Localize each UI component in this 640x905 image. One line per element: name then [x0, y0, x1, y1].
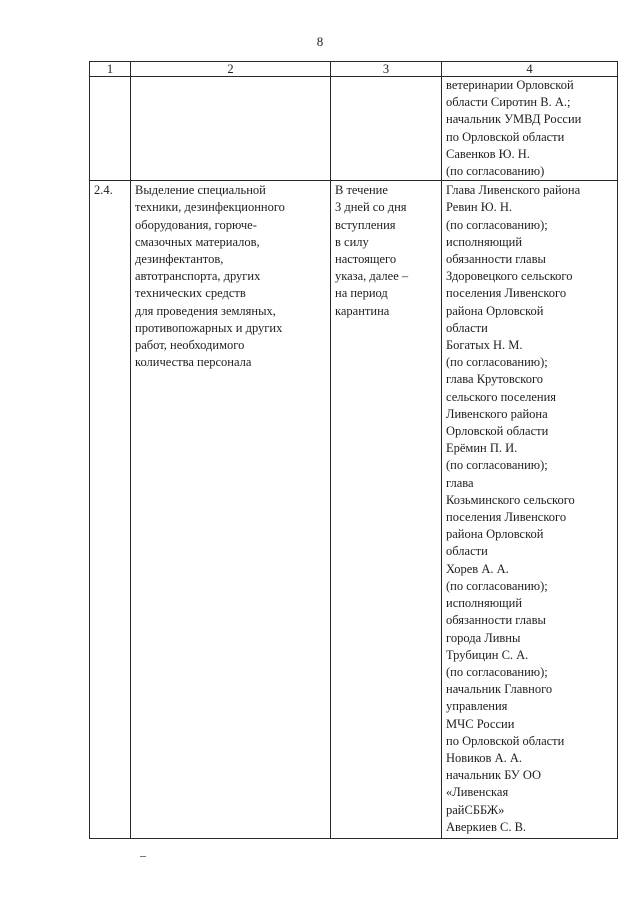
text-line: глава Крутовского: [446, 372, 544, 387]
text-line: оборудования, горюче-: [135, 217, 257, 232]
text-line: указа, далее –: [335, 269, 409, 284]
text-line: района Орловской: [446, 303, 544, 318]
text-line: Ревин Ю. Н.: [446, 200, 512, 215]
text-line: Орловской области: [446, 424, 549, 439]
continued-cell-measure: [131, 77, 331, 181]
text-line: вступления: [335, 217, 396, 232]
text-line: противопожарных и других: [135, 320, 283, 335]
text-line: дезинфектантов,: [135, 252, 224, 267]
text-line: ветеринарии Орловской: [446, 78, 574, 92]
responsible-cell: [442, 181, 618, 839]
table-row-continued: [90, 77, 618, 181]
text-line: (по согласованию);: [446, 664, 548, 679]
text-line: настоящего: [335, 252, 397, 267]
text-line: сельского поселения: [446, 389, 557, 404]
text-line: поселения Ливенского: [446, 286, 567, 301]
row-number: 2.4.: [90, 181, 131, 839]
continued-cell-responsible: [442, 77, 618, 181]
text-line: райСББЖ»: [446, 802, 505, 817]
text-line: управления: [446, 699, 508, 714]
header-col-1: 1: [90, 62, 131, 77]
text-line: города Ливны: [446, 630, 521, 645]
text-line: глава: [446, 475, 474, 490]
text-line: области: [446, 544, 488, 559]
text-line: в силу: [335, 234, 369, 249]
text-line: Ливенского района: [446, 406, 548, 421]
text-line: технических средств: [135, 286, 246, 301]
text-line: начальник УМВД России: [446, 112, 582, 127]
continued-cell-deadline: [331, 77, 442, 181]
text-line: поселения Ливенского: [446, 510, 567, 525]
text-line: по Орловской области: [446, 129, 565, 144]
text-line: Хорев А. А.: [446, 561, 509, 576]
text-line: Трубицин С. А.: [446, 647, 529, 662]
text-line: Новиков А. А.: [446, 750, 523, 765]
text-line: Аверкиев С. В.: [446, 819, 527, 834]
text-line: количества персонала: [135, 355, 252, 370]
text-line: Здоровецкого сельского: [446, 269, 573, 284]
continued-cell-number: [90, 77, 131, 181]
text-line: на период: [335, 286, 388, 301]
table-row-2-4: [90, 181, 618, 839]
header-col-4: 4: [442, 62, 618, 77]
text-line: МЧС России: [446, 716, 515, 731]
text-line: смазочных материалов,: [135, 234, 260, 249]
text-line: (по согласованию): [446, 164, 545, 179]
text-line: начальник БУ ОО: [446, 768, 541, 783]
text-line: техники, дезинфекционного: [135, 200, 285, 215]
scan-mark: [140, 856, 146, 857]
text-line: (по согласованию);: [446, 217, 548, 232]
text-line: района Орловской: [446, 527, 544, 542]
text-line: автотранспорта, других: [135, 269, 261, 284]
text-line: Выделение специальной: [135, 183, 266, 198]
header-col-3: 3: [331, 62, 442, 77]
table-header-row: [90, 62, 618, 77]
measure-cell: [131, 181, 331, 839]
text-line: области Сиротин В. А.;: [446, 95, 571, 110]
text-line: обязанности главы: [446, 613, 546, 628]
text-line: В течение: [335, 183, 388, 198]
text-line: работ, необходимого: [135, 338, 245, 353]
text-line: 3 дней со дня: [335, 200, 407, 215]
text-line: по Орловской области: [446, 733, 565, 748]
text-line: области: [446, 320, 488, 335]
text-line: начальник Главного: [446, 682, 553, 697]
text-line: (по согласованию);: [446, 355, 548, 370]
text-line: (по согласованию);: [446, 578, 548, 593]
deadline-cell: [331, 181, 442, 839]
text-line: Богатых Н. М.: [446, 338, 523, 353]
text-line: обязанности главы: [446, 252, 546, 267]
text-line: Глава Ливенского района: [446, 183, 581, 198]
text-line: Савенков Ю. Н.: [446, 146, 530, 161]
header-col-2: 2: [131, 62, 331, 77]
text-line: Козьминского сельского: [446, 492, 575, 507]
text-line: для проведения земляных,: [135, 303, 276, 318]
text-line: Ерёмин П. И.: [446, 441, 518, 456]
text-line: исполняющий: [446, 234, 523, 249]
text-line: исполняющий: [446, 596, 523, 611]
text-line: «Ливенская: [446, 785, 509, 800]
text-line: карантина: [335, 303, 390, 318]
measures-table: [89, 61, 618, 839]
text-line: (по согласованию);: [446, 458, 548, 473]
page-number: 8: [316, 34, 324, 49]
